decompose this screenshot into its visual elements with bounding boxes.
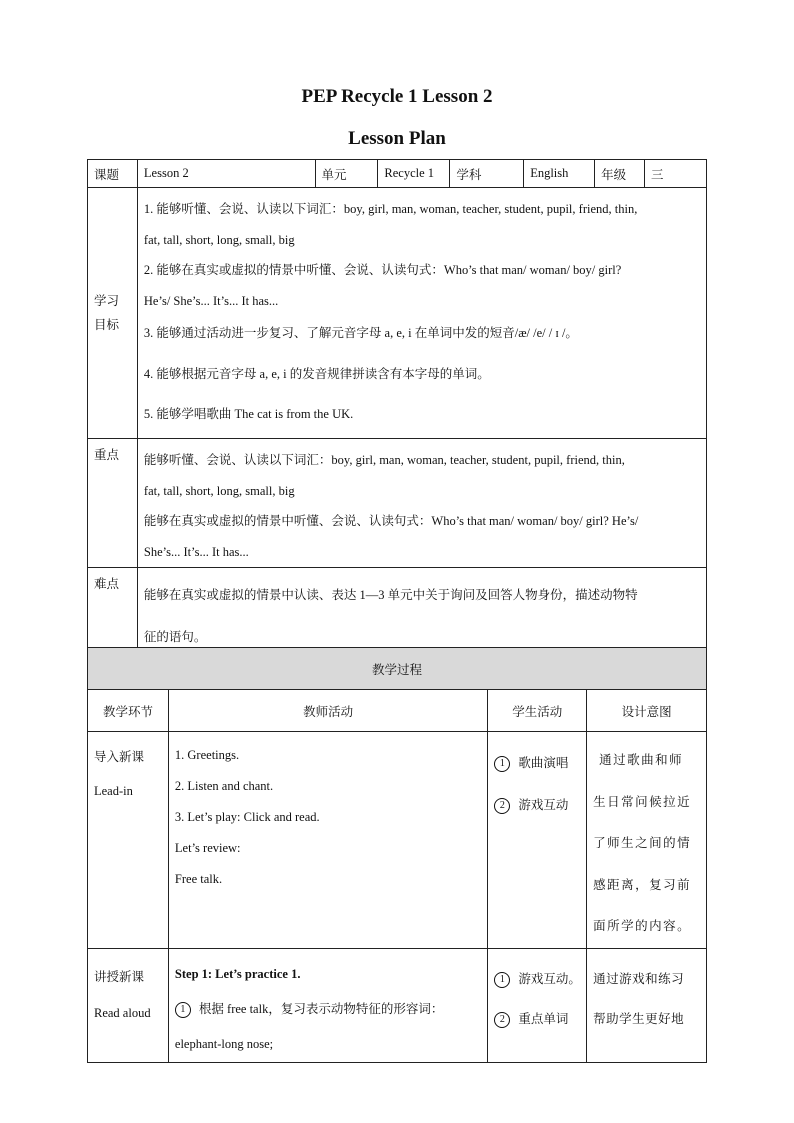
process-header-row [88,648,707,690]
objectives-label-line1: 学习 [94,294,120,308]
lead-in-design-3: 了师生之间的情 [593,836,692,850]
key-point-line4: She’s... It’s... It has... [143,544,249,559]
read-aloud-stage-en: Read aloud [94,1005,151,1020]
objective-1-line1: 1. 能够听懂、会说、认读以下词汇：boy, girl, man, woman, teacher, student, pupil, friend, thin, [143,202,638,216]
objective-4: 4. 能够根据元音字母 a, e, i 的发音规律拼读含有本字母的单词。 [143,366,490,381]
read-aloud-design [587,948,707,1062]
circled-number-2: 2 [494,798,510,814]
difficulty-line2: 征的语句。 [143,630,207,644]
objective-5: 5. 能够学唱歌曲 The cat is from the UK. [143,407,354,421]
read-aloud-stage [88,948,169,1062]
lead-in-teacher-5: Free talk. [174,872,223,886]
process-header: 教学过程 [88,648,707,690]
objectives-label-line2: 目标 [94,318,120,332]
lead-in-design [587,732,707,949]
read-aloud-student-2-text: 重点单词 [518,1011,569,1026]
difficulties-content [137,568,706,659]
key-point-line3: 能够在真实或虚拟的情景中听懂、会说、认读句式：Who’s that man/ woman/ boy/ girl? He’s/ [143,514,639,528]
col-stage: 教学环节 [88,690,169,732]
read-aloud-item [175,992,481,1027]
key-point-line1: 能够听懂、会说、认读以下词汇：boy, girl, man, woman, teacher, student, pupil, friend, thin, [143,453,625,467]
circled-number-1: 1 [494,756,510,772]
col-teacher: 教师活动 [168,690,487,732]
document-title: PEP Recycle 1 Lesson 2 [301,86,493,107]
unit-label: 单元 [315,160,378,188]
read-aloud-row [88,948,707,1062]
lead-in-student-2-text: 游戏互动 [518,798,569,812]
topic-value: Lesson 2 [137,160,315,188]
col-design: 设计意图 [587,690,707,732]
read-aloud-student-1 [494,959,582,999]
lead-in-student [488,732,587,949]
lead-in-stage-en: Lead-in [94,784,133,798]
objective-2-line1: 2. 能够在真实或虚拟的情景中听懂、会说、认读句式：Who’s that man/ woman/ boy/ girl? [143,263,622,277]
read-aloud-student-2 [494,999,582,1039]
col-student: 学生活动 [488,690,587,732]
difficulty-line1: 能够在真实或虚拟的情景中认读、表达 1—3 单元中关于询问及回答人物身份，描述动物特 [143,588,638,602]
read-aloud-item-text: 根据 free talk，复习表示动物特征的形容词： [198,1001,444,1016]
lead-in-student-2 [494,784,582,826]
read-aloud-teacher [168,948,487,1062]
read-aloud-design-2: 帮助学生更好地 [593,1011,685,1026]
lead-in-teacher [168,732,487,949]
lead-in-design-4: 感距离，复习前 [593,877,692,892]
circled-number-1: 1 [494,972,510,988]
key-point-line2: fat, tall, short, long, small, big [143,483,295,498]
lead-in-stage [88,732,169,949]
objectives-content [137,188,706,439]
objectives-label [88,188,138,439]
read-aloud-student [488,948,587,1062]
column-header-row [88,690,707,732]
lesson-info-table [87,159,707,659]
key-points-content [137,439,706,568]
key-points-label: 重点 [88,439,138,568]
objective-1-line2: fat, tall, short, long, small, big [143,232,295,247]
objectives-row [88,188,707,439]
circled-number-1: 1 [175,1002,191,1018]
lead-in-teacher-3: 3. Let’s play: Click and read. [174,810,320,824]
topic-label: 课题 [88,160,138,188]
circled-number-2: 2 [494,1012,510,1028]
objective-3: 3. 能够通过活动进一步复习、了解元音字母 a, e, i 在单词中发的短音/æ/ /e/ / ɪ /。 [143,326,578,340]
document-subtitle: Lesson Plan [348,128,446,149]
read-aloud-item-line3: elephant-long nose; [174,1036,274,1051]
lead-in-design-2: 生日常问候拉近 [593,794,692,809]
lead-in-teacher-1: 1. Greetings. [174,748,240,762]
key-points-row [88,439,707,568]
read-aloud-stage-cn: 讲授新课 [94,969,145,984]
lead-in-stage-cn: 导入新课 [94,750,145,764]
lead-in-student-1-text: 歌曲演唱 [518,756,569,770]
objective-2-line2: He’s/ She’s... It’s... It has... [143,293,279,308]
step-title: Step 1: Let’s practice 1. [174,966,301,981]
difficulties-label: 难点 [88,568,138,659]
teaching-process-table [87,647,707,1063]
lead-in-teacher-2: 2. Listen and chant. [174,779,274,793]
lead-in-design-1: 通过歌曲和师 [599,753,684,767]
lead-in-student-1 [494,742,582,784]
info-row [88,160,707,188]
read-aloud-design-1: 通过游戏和练习 [593,971,685,986]
grade-value: 三 [645,160,707,188]
lead-in-row [88,732,707,949]
lead-in-design-5: 面所学的内容。 [593,919,692,933]
grade-label: 年级 [595,160,645,188]
subject-label: 学科 [450,160,524,188]
lead-in-teacher-4: Let’s review: [174,841,241,855]
subject-value: English [524,160,595,188]
unit-value: Recycle 1 [378,160,450,188]
read-aloud-student-1-text: 游戏互动。 [518,971,581,986]
difficulties-row [88,568,707,659]
